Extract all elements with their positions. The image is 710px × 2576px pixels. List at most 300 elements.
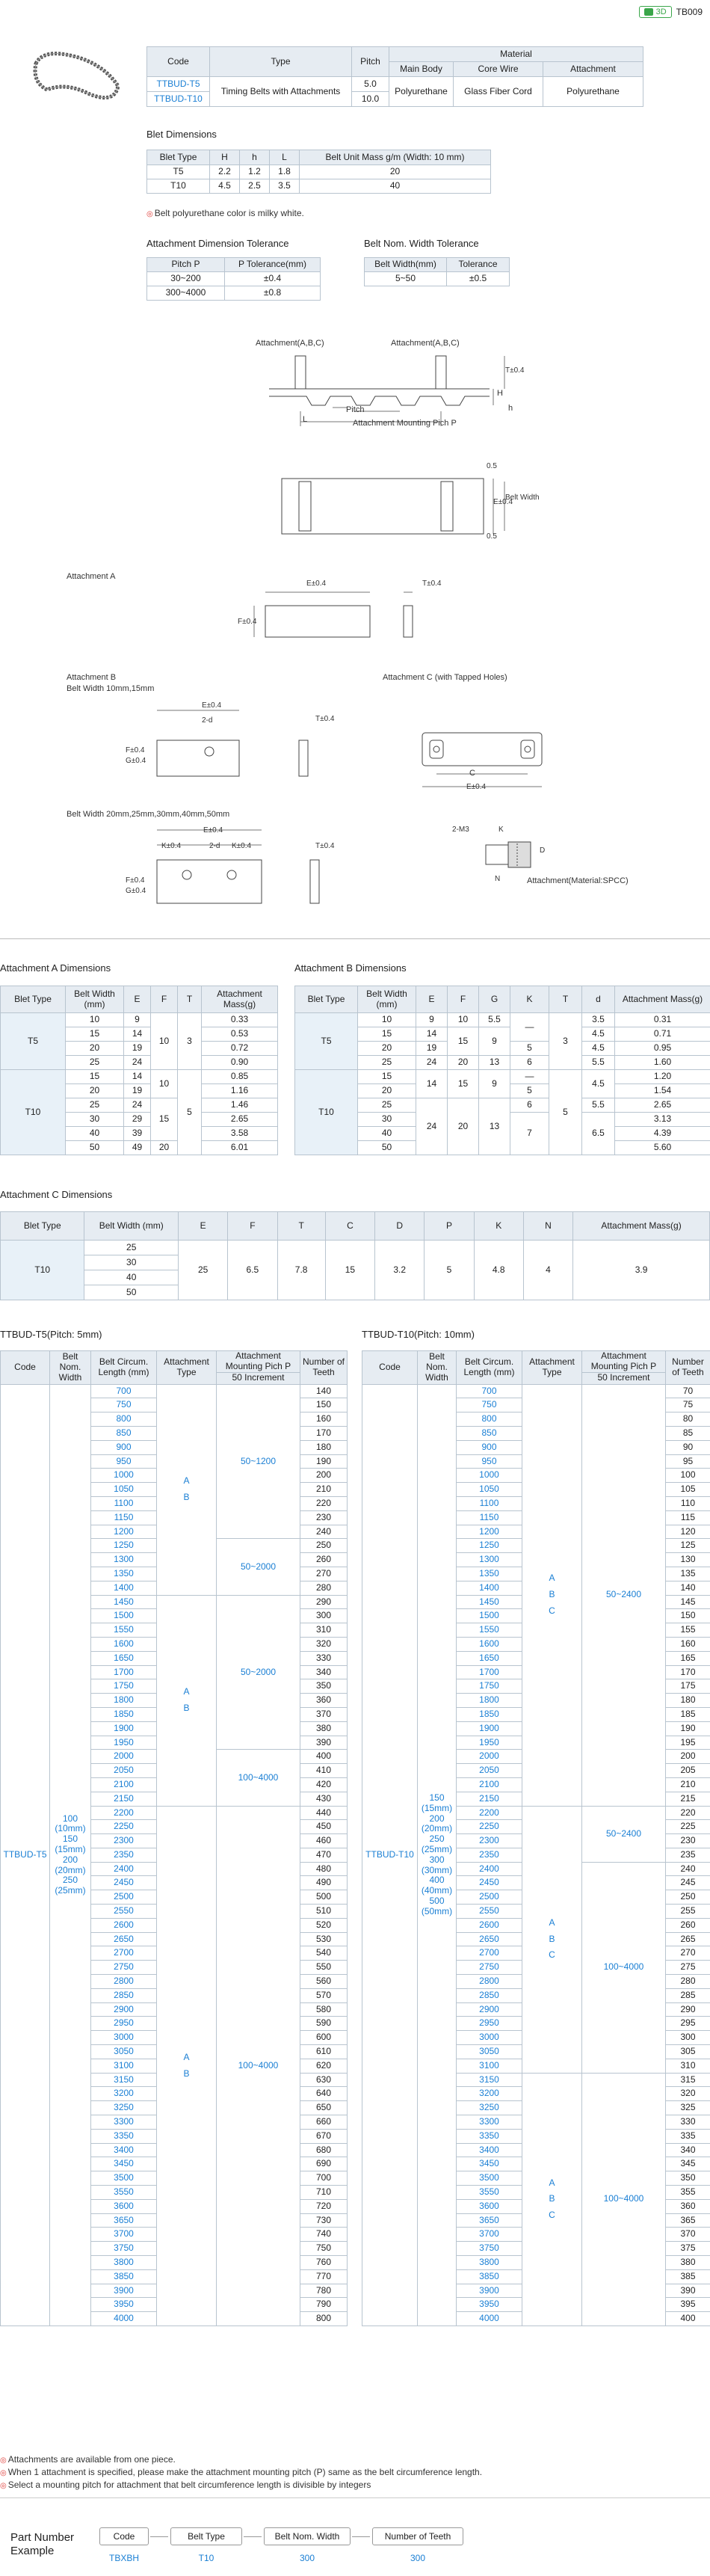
table-cell: 5.5 bbox=[582, 1056, 615, 1070]
teeth-cell: 205 bbox=[666, 1764, 710, 1778]
2m3-label: 2-M3 bbox=[452, 826, 469, 834]
teeth-cell: 360 bbox=[666, 2199, 710, 2213]
length-cell[interactable]: 2000 bbox=[91, 1750, 157, 1764]
table-cell: 3.58 bbox=[202, 1127, 278, 1141]
teeth-cell: 750 bbox=[300, 2242, 348, 2256]
2d-label: 2-d bbox=[209, 842, 220, 850]
att-tol-title: Attachment Dimension Tolerance bbox=[146, 238, 289, 249]
length-cell[interactable]: 3800 bbox=[457, 2256, 522, 2270]
length-cell[interactable]: 3500 bbox=[91, 2171, 157, 2186]
pitch-label: Pitch bbox=[346, 405, 365, 414]
table-cell: ±0.4 bbox=[225, 272, 321, 286]
teeth-cell: 590 bbox=[300, 2017, 348, 2031]
table-cell: 20 bbox=[66, 1042, 124, 1056]
3d-badge[interactable]: 3D bbox=[639, 6, 672, 18]
length-cell[interactable]: 2950 bbox=[91, 2017, 157, 2031]
length-cell[interactable]: 3850 bbox=[457, 2269, 522, 2284]
pn-width-box: Belt Nom. Width bbox=[264, 2527, 351, 2545]
length-cell[interactable]: 3200 bbox=[91, 2087, 157, 2101]
teeth-cell: 355 bbox=[666, 2186, 710, 2200]
table-cell: 3.13 bbox=[615, 1113, 710, 1127]
length-cell[interactable]: 3350 bbox=[457, 2129, 522, 2143]
length-cell[interactable]: 3650 bbox=[457, 2213, 522, 2228]
length-cell[interactable]: 2900 bbox=[91, 2002, 157, 2017]
table-cell: 5 bbox=[510, 1084, 549, 1098]
length-cell[interactable]: 2500 bbox=[91, 1890, 157, 1905]
length-cell[interactable]: 3900 bbox=[91, 2284, 157, 2298]
teeth-cell: 160 bbox=[666, 1637, 710, 1651]
belt-top-diagram bbox=[280, 471, 519, 546]
pn-code-value: TBXBH bbox=[108, 2553, 139, 2563]
dim-t-label: T±0.4 bbox=[505, 366, 525, 375]
length-cell[interactable]: 3150 bbox=[457, 2073, 522, 2087]
teeth-cell: 350 bbox=[300, 1679, 348, 1694]
code-link[interactable]: TTBUD-T10 bbox=[147, 92, 210, 107]
pitch-range-cell: 50~2000 bbox=[217, 1539, 300, 1595]
att-b-dims-table bbox=[294, 986, 710, 1155]
length-cell[interactable]: 900 bbox=[457, 1440, 522, 1454]
length-cell[interactable]: 3450 bbox=[91, 2157, 157, 2171]
length-cell[interactable]: 3900 bbox=[457, 2284, 522, 2298]
length-cell[interactable]: 1500 bbox=[91, 1609, 157, 1623]
length-cell[interactable]: 2600 bbox=[91, 1918, 157, 1932]
table-cell: 4.5 bbox=[210, 179, 240, 194]
teeth-cell: 450 bbox=[300, 1820, 348, 1834]
header-cell: L bbox=[270, 150, 300, 165]
table-cell: 1.46 bbox=[202, 1098, 278, 1113]
header-material: Material bbox=[389, 47, 643, 62]
pitch-cell: 5.0 bbox=[352, 77, 389, 92]
table-cell: 20 bbox=[358, 1042, 416, 1056]
length-cell[interactable]: 1400 bbox=[457, 1581, 522, 1595]
length-cell[interactable]: 1550 bbox=[457, 1623, 522, 1638]
teeth-cell: 410 bbox=[300, 1764, 348, 1778]
teeth-cell: 180 bbox=[300, 1440, 348, 1454]
width-value: 500 bbox=[429, 1895, 445, 1906]
length-cell[interactable]: 2200 bbox=[457, 1806, 522, 1820]
teeth-cell: 520 bbox=[300, 1918, 348, 1932]
teeth-cell: 145 bbox=[666, 1595, 710, 1609]
length-cell[interactable]: 3550 bbox=[457, 2186, 522, 2200]
teeth-cell: 610 bbox=[300, 2045, 348, 2059]
length-cell[interactable]: 1100 bbox=[457, 1496, 522, 1510]
length-cell[interactable]: 2300 bbox=[457, 1834, 522, 1848]
table-cell: 2.65 bbox=[615, 1098, 710, 1113]
code-cell[interactable]: TTBUD-T5 bbox=[1, 1384, 50, 2326]
length-cell[interactable]: 2550 bbox=[91, 1905, 157, 1919]
length-cell[interactable]: 3750 bbox=[91, 2242, 157, 2256]
table-cell: — bbox=[510, 1070, 549, 1084]
teeth-cell: 370 bbox=[666, 2228, 710, 2242]
pitch-range-cell: 50~1200 bbox=[217, 1384, 300, 1539]
length-cell[interactable]: 3600 bbox=[457, 2199, 522, 2213]
width-cell bbox=[418, 1384, 457, 2326]
teeth-cell: 125 bbox=[666, 1539, 710, 1553]
length-cell[interactable]: 1250 bbox=[457, 1539, 522, 1553]
header-cell: Belt Nom. Width bbox=[418, 1351, 457, 1385]
length-cell[interactable]: 1200 bbox=[457, 1525, 522, 1539]
length-cell[interactable]: 1150 bbox=[457, 1510, 522, 1525]
length-cell[interactable]: 3850 bbox=[91, 2269, 157, 2284]
header-cell: Attachment Mass(g) bbox=[615, 986, 710, 1013]
length-cell[interactable]: 2750 bbox=[457, 1961, 522, 1975]
teeth-cell: 390 bbox=[666, 2284, 710, 2298]
teeth-cell: 400 bbox=[666, 2312, 710, 2326]
c-dim-label: C bbox=[469, 769, 475, 778]
table-cell: 15 bbox=[325, 1241, 374, 1300]
table-cell: 1.60 bbox=[615, 1056, 710, 1070]
length-cell[interactable]: 2200 bbox=[91, 1806, 157, 1820]
length-cell[interactable]: 2350 bbox=[457, 1848, 522, 1862]
length-cell[interactable]: 3050 bbox=[91, 2045, 157, 2059]
table-cell: 19 bbox=[416, 1042, 448, 1056]
table-cell: 13 bbox=[479, 1056, 510, 1070]
note-1: ◎ Attachments are available from one piece. bbox=[0, 2454, 176, 2465]
att-type-value: B bbox=[549, 1589, 555, 1600]
dash bbox=[352, 2536, 370, 2537]
length-cell[interactable]: 1750 bbox=[91, 1679, 157, 1694]
pn-code-box: Code bbox=[99, 2527, 149, 2545]
length-cell[interactable]: 1350 bbox=[457, 1567, 522, 1581]
length-cell[interactable]: 2450 bbox=[457, 1876, 522, 1890]
mount-pitch-label: Attachment Mounting Pich P bbox=[353, 419, 457, 428]
teeth-cell: 770 bbox=[300, 2269, 348, 2284]
length-cell[interactable]: 2400 bbox=[457, 1862, 522, 1876]
length-cell[interactable]: 3650 bbox=[91, 2213, 157, 2228]
table-cell: 20 bbox=[66, 1084, 124, 1098]
d-label: D bbox=[540, 846, 546, 855]
table-cell: 15 bbox=[358, 1027, 416, 1042]
length-cell[interactable]: 1400 bbox=[91, 1581, 157, 1595]
table-cell: 0.33 bbox=[202, 1013, 278, 1027]
table-cell: 20 bbox=[300, 165, 491, 179]
length-cell[interactable]: 2700 bbox=[91, 1946, 157, 1961]
length-cell[interactable]: 2050 bbox=[91, 1764, 157, 1778]
length-cell[interactable]: 3400 bbox=[457, 2143, 522, 2157]
header-cell: Code bbox=[1, 1351, 50, 1385]
belt-product-image bbox=[28, 41, 126, 112]
length-cell[interactable]: 950 bbox=[91, 1454, 157, 1469]
header-cell: Blet Type bbox=[295, 986, 358, 1013]
table-cell: 0.95 bbox=[615, 1042, 710, 1056]
length-cell[interactable]: 3700 bbox=[457, 2228, 522, 2242]
length-cell[interactable]: 1650 bbox=[91, 1651, 157, 1665]
length-cell[interactable]: 3250 bbox=[91, 2101, 157, 2115]
teeth-cell: 290 bbox=[300, 1595, 348, 1609]
length-cell[interactable]: 1050 bbox=[91, 1483, 157, 1497]
length-cell[interactable]: 1900 bbox=[457, 1721, 522, 1736]
table-cell: 14 bbox=[416, 1027, 448, 1042]
length-cell[interactable]: 1300 bbox=[91, 1553, 157, 1567]
att-type-cell bbox=[522, 2073, 582, 2326]
length-cell[interactable]: 850 bbox=[91, 1426, 157, 1440]
length-cell[interactable]: 950 bbox=[457, 1454, 522, 1469]
teeth-cell: 300 bbox=[666, 2031, 710, 2045]
table-cell: 15 bbox=[66, 1027, 124, 1042]
length-cell[interactable]: 2800 bbox=[457, 1975, 522, 1989]
teeth-cell: 270 bbox=[300, 1567, 348, 1581]
length-cell[interactable]: 3750 bbox=[457, 2242, 522, 2256]
length-cell[interactable]: 1500 bbox=[457, 1609, 522, 1623]
length-cell[interactable]: 1850 bbox=[457, 1707, 522, 1721]
teeth-cell: 560 bbox=[300, 1975, 348, 1989]
table-cell: 2.65 bbox=[202, 1113, 278, 1127]
length-cell[interactable]: 1550 bbox=[91, 1623, 157, 1638]
table-cell: 3.5 bbox=[582, 1013, 615, 1027]
teeth-cell: 200 bbox=[666, 1750, 710, 1764]
length-cell[interactable]: 3300 bbox=[457, 2115, 522, 2130]
teeth-cell: 105 bbox=[666, 1483, 710, 1497]
header-core-wire: Core Wire bbox=[454, 62, 543, 77]
att-type-value: A bbox=[183, 1475, 190, 1487]
header-cell: Attachment Type bbox=[157, 1351, 217, 1385]
table-cell: 1.8 bbox=[270, 165, 300, 179]
length-cell[interactable]: 700 bbox=[91, 1384, 157, 1398]
length-cell[interactable]: 3400 bbox=[91, 2143, 157, 2157]
length-cell[interactable]: 1650 bbox=[457, 1651, 522, 1665]
length-cell[interactable]: 3100 bbox=[457, 2059, 522, 2073]
length-cell[interactable]: 1100 bbox=[91, 1496, 157, 1510]
header-cell: T bbox=[549, 986, 582, 1013]
length-cell[interactable]: 1450 bbox=[457, 1595, 522, 1609]
length-cell[interactable]: 800 bbox=[457, 1413, 522, 1427]
teeth-cell: 490 bbox=[300, 1876, 348, 1890]
width-value: (50mm) bbox=[421, 1905, 453, 1916]
length-cell[interactable]: 2550 bbox=[457, 1905, 522, 1919]
length-cell[interactable]: 3000 bbox=[91, 2031, 157, 2045]
length-cell[interactable]: 1750 bbox=[457, 1679, 522, 1694]
length-cell[interactable]: 1700 bbox=[91, 1665, 157, 1679]
code-cell[interactable]: TTBUD-T10 bbox=[362, 1384, 418, 2326]
table-cell: 2.2 bbox=[210, 165, 240, 179]
header-cell: P bbox=[425, 1212, 474, 1241]
length-cell[interactable]: 1950 bbox=[457, 1736, 522, 1750]
table-cell: 7.8 bbox=[277, 1241, 325, 1300]
length-cell[interactable]: 2250 bbox=[457, 1820, 522, 1834]
length-cell[interactable]: 3550 bbox=[91, 2186, 157, 2200]
length-cell[interactable]: 2100 bbox=[457, 1777, 522, 1792]
table-cell: 30 bbox=[84, 1255, 179, 1270]
teeth-cell: 80 bbox=[666, 1413, 710, 1427]
length-cell[interactable]: 1300 bbox=[457, 1553, 522, 1567]
teeth-cell: 240 bbox=[300, 1525, 348, 1539]
length-cell[interactable]: 1450 bbox=[91, 1595, 157, 1609]
core-wire-cell: Glass Fiber Cord bbox=[454, 77, 543, 107]
teeth-cell: 340 bbox=[666, 2143, 710, 2157]
dim-05a-label: 0.5 bbox=[487, 462, 497, 470]
part-number-label: Part Number Example bbox=[10, 2531, 75, 2557]
table-cell: 10 bbox=[151, 1013, 178, 1070]
length-cell[interactable]: 2700 bbox=[457, 1946, 522, 1961]
length-cell[interactable]: 2150 bbox=[91, 1792, 157, 1806]
length-cell[interactable]: 3300 bbox=[91, 2115, 157, 2130]
teeth-cell: 650 bbox=[300, 2101, 348, 2115]
length-cell[interactable]: 3150 bbox=[91, 2073, 157, 2087]
table-cell: 5 bbox=[510, 1042, 549, 1056]
length-cell[interactable]: 2600 bbox=[457, 1918, 522, 1932]
att-type-cell bbox=[157, 1595, 217, 1806]
length-cell[interactable]: 2750 bbox=[91, 1961, 157, 1975]
length-cell[interactable]: 1800 bbox=[91, 1694, 157, 1708]
length-cell[interactable]: 850 bbox=[457, 1426, 522, 1440]
width-tol-table bbox=[364, 257, 510, 286]
length-cell[interactable]: 3600 bbox=[91, 2199, 157, 2213]
teeth-cell: 250 bbox=[666, 1890, 710, 1905]
teeth-cell: 380 bbox=[666, 2256, 710, 2270]
teeth-cell: 510 bbox=[300, 1905, 348, 1919]
length-cell[interactable]: 1150 bbox=[91, 1510, 157, 1525]
length-cell[interactable]: 4000 bbox=[457, 2312, 522, 2326]
length-cell[interactable]: 2900 bbox=[457, 2002, 522, 2017]
length-cell[interactable]: 3200 bbox=[457, 2087, 522, 2101]
length-cell[interactable]: 3350 bbox=[91, 2129, 157, 2143]
header-cell: H bbox=[210, 150, 240, 165]
length-cell[interactable]: 1000 bbox=[91, 1469, 157, 1483]
table-cell: 13 bbox=[479, 1098, 510, 1155]
length-cell[interactable]: 700 bbox=[457, 1384, 522, 1398]
teeth-cell: 250 bbox=[300, 1539, 348, 1553]
pn-type-value: T10 bbox=[198, 2553, 214, 2563]
length-cell[interactable]: 1350 bbox=[91, 1567, 157, 1581]
pn-teeth-box: Number of Teeth bbox=[372, 2527, 463, 2545]
length-cell[interactable]: 2100 bbox=[91, 1777, 157, 1792]
header-cell: Belt Circum. Length (mm) bbox=[91, 1351, 157, 1385]
teeth-cell: 175 bbox=[666, 1679, 710, 1694]
teeth-cell: 115 bbox=[666, 1510, 710, 1525]
width-value: (15mm) bbox=[55, 1843, 86, 1854]
g-tol-label: G±0.4 bbox=[126, 757, 146, 765]
length-cell[interactable]: 2450 bbox=[91, 1876, 157, 1890]
width-value: (40mm) bbox=[421, 1885, 453, 1896]
pn-teeth-value: 300 bbox=[410, 2553, 426, 2563]
length-cell[interactable]: 750 bbox=[457, 1398, 522, 1413]
belt-side-diagram bbox=[265, 351, 519, 449]
teeth-cell: 75 bbox=[666, 1398, 710, 1413]
length-cell[interactable]: 800 bbox=[91, 1413, 157, 1427]
width-value: (30mm) bbox=[421, 1864, 453, 1875]
length-cell[interactable]: 3250 bbox=[457, 2101, 522, 2115]
table-cell: 9 bbox=[479, 1070, 510, 1098]
t5-title: TTBUD-T5(Pitch: 5mm) bbox=[0, 1329, 102, 1340]
length-cell[interactable]: 3700 bbox=[91, 2228, 157, 2242]
length-cell[interactable]: 1850 bbox=[91, 1707, 157, 1721]
length-cell[interactable]: 3100 bbox=[91, 2059, 157, 2073]
pitch-range-cell: 50~2000 bbox=[217, 1595, 300, 1750]
length-cell[interactable]: 1800 bbox=[457, 1694, 522, 1708]
teeth-cell: 550 bbox=[300, 1961, 348, 1975]
length-cell[interactable]: 750 bbox=[91, 1398, 157, 1413]
table-cell: 3 bbox=[549, 1013, 582, 1070]
teeth-cell: 240 bbox=[666, 1862, 710, 1876]
length-cell[interactable]: 4000 bbox=[91, 2312, 157, 2326]
type-cell: T5 bbox=[295, 1013, 358, 1070]
length-cell[interactable]: 3450 bbox=[457, 2157, 522, 2171]
att-b-label: Attachment B bbox=[67, 673, 117, 682]
header-cell: Belt Width (mm) bbox=[66, 986, 124, 1013]
pitch-range-cell: 100~4000 bbox=[217, 1750, 300, 1806]
length-cell[interactable]: 2650 bbox=[91, 1932, 157, 1946]
header-cell: N bbox=[523, 1212, 572, 1241]
length-cell[interactable]: 1000 bbox=[457, 1469, 522, 1483]
header-cell: Tolerance bbox=[447, 258, 510, 272]
header-pitch: Pitch bbox=[352, 47, 389, 77]
table-cell: 6.01 bbox=[202, 1141, 278, 1155]
length-cell[interactable]: 3800 bbox=[91, 2256, 157, 2270]
teeth-cell: 530 bbox=[300, 1932, 348, 1946]
length-cell[interactable]: 2500 bbox=[457, 1890, 522, 1905]
teeth-cell: 375 bbox=[666, 2242, 710, 2256]
length-cell[interactable]: 1950 bbox=[91, 1736, 157, 1750]
att-b-diagram-2 bbox=[127, 823, 336, 909]
att-type-value: A bbox=[183, 2051, 190, 2062]
att-abc-label-1: Attachment(A,B,C) bbox=[256, 339, 324, 348]
type-cell: T5 bbox=[1, 1013, 66, 1070]
length-cell[interactable]: 1200 bbox=[91, 1525, 157, 1539]
table-cell: 40 bbox=[358, 1127, 416, 1141]
length-cell[interactable]: 2800 bbox=[91, 1975, 157, 1989]
length-cell[interactable]: 2300 bbox=[91, 1834, 157, 1848]
teeth-cell: 180 bbox=[666, 1694, 710, 1708]
att-type-value: C bbox=[549, 2210, 555, 2221]
header-cell: Number of Teeth bbox=[300, 1351, 348, 1385]
table-cell: 15 bbox=[66, 1070, 124, 1084]
teeth-cell: 320 bbox=[300, 1637, 348, 1651]
table-cell: 30~200 bbox=[147, 272, 225, 286]
length-cell[interactable]: 1050 bbox=[457, 1483, 522, 1497]
length-cell[interactable]: 2050 bbox=[457, 1764, 522, 1778]
att-type-value: C bbox=[549, 1949, 555, 1961]
length-cell[interactable]: 3050 bbox=[457, 2045, 522, 2059]
pitch-range-cell: 100~4000 bbox=[217, 1806, 300, 2326]
table-cell: 3.5 bbox=[270, 179, 300, 194]
teeth-cell: 370 bbox=[300, 1707, 348, 1721]
length-cell[interactable]: 2250 bbox=[91, 1820, 157, 1834]
length-cell[interactable]: 2950 bbox=[457, 2017, 522, 2031]
table-cell: 5 bbox=[549, 1070, 582, 1155]
length-cell[interactable]: 2850 bbox=[91, 1988, 157, 2002]
length-cell[interactable]: 1600 bbox=[91, 1637, 157, 1651]
teeth-cell: 330 bbox=[666, 2115, 710, 2130]
width-value: (25mm) bbox=[421, 1843, 453, 1854]
length-cell[interactable]: 900 bbox=[91, 1440, 157, 1454]
teeth-cell: 260 bbox=[666, 1918, 710, 1932]
length-cell[interactable]: 1250 bbox=[91, 1539, 157, 1553]
length-cell[interactable]: 2350 bbox=[91, 1848, 157, 1862]
length-cell[interactable]: 3500 bbox=[457, 2171, 522, 2186]
table-cell: 40 bbox=[66, 1127, 124, 1141]
length-cell[interactable]: 1900 bbox=[91, 1721, 157, 1736]
note-marker-icon: ◎ bbox=[146, 210, 153, 218]
width-value: 400 bbox=[429, 1875, 445, 1886]
belt-width-label: Belt Width bbox=[505, 494, 540, 502]
table-cell: 30 bbox=[358, 1113, 416, 1127]
teeth-cell: 310 bbox=[300, 1623, 348, 1638]
length-cell[interactable]: 2650 bbox=[457, 1932, 522, 1946]
length-cell[interactable]: 3950 bbox=[91, 2298, 157, 2312]
length-cell[interactable]: 1600 bbox=[457, 1637, 522, 1651]
pitch-range-cell: 100~4000 bbox=[582, 2073, 666, 2326]
code-link[interactable]: TTBUD-T5 bbox=[147, 77, 210, 92]
length-cell[interactable]: 2850 bbox=[457, 1988, 522, 2002]
length-cell[interactable]: 2400 bbox=[91, 1862, 157, 1876]
length-cell[interactable]: 3950 bbox=[457, 2298, 522, 2312]
table-cell: 20 bbox=[358, 1084, 416, 1098]
dash bbox=[244, 2536, 262, 2537]
length-cell[interactable]: 2150 bbox=[457, 1792, 522, 1806]
length-cell[interactable]: 1700 bbox=[457, 1665, 522, 1679]
length-cell[interactable]: 2000 bbox=[457, 1750, 522, 1764]
length-cell[interactable]: 3000 bbox=[457, 2031, 522, 2045]
